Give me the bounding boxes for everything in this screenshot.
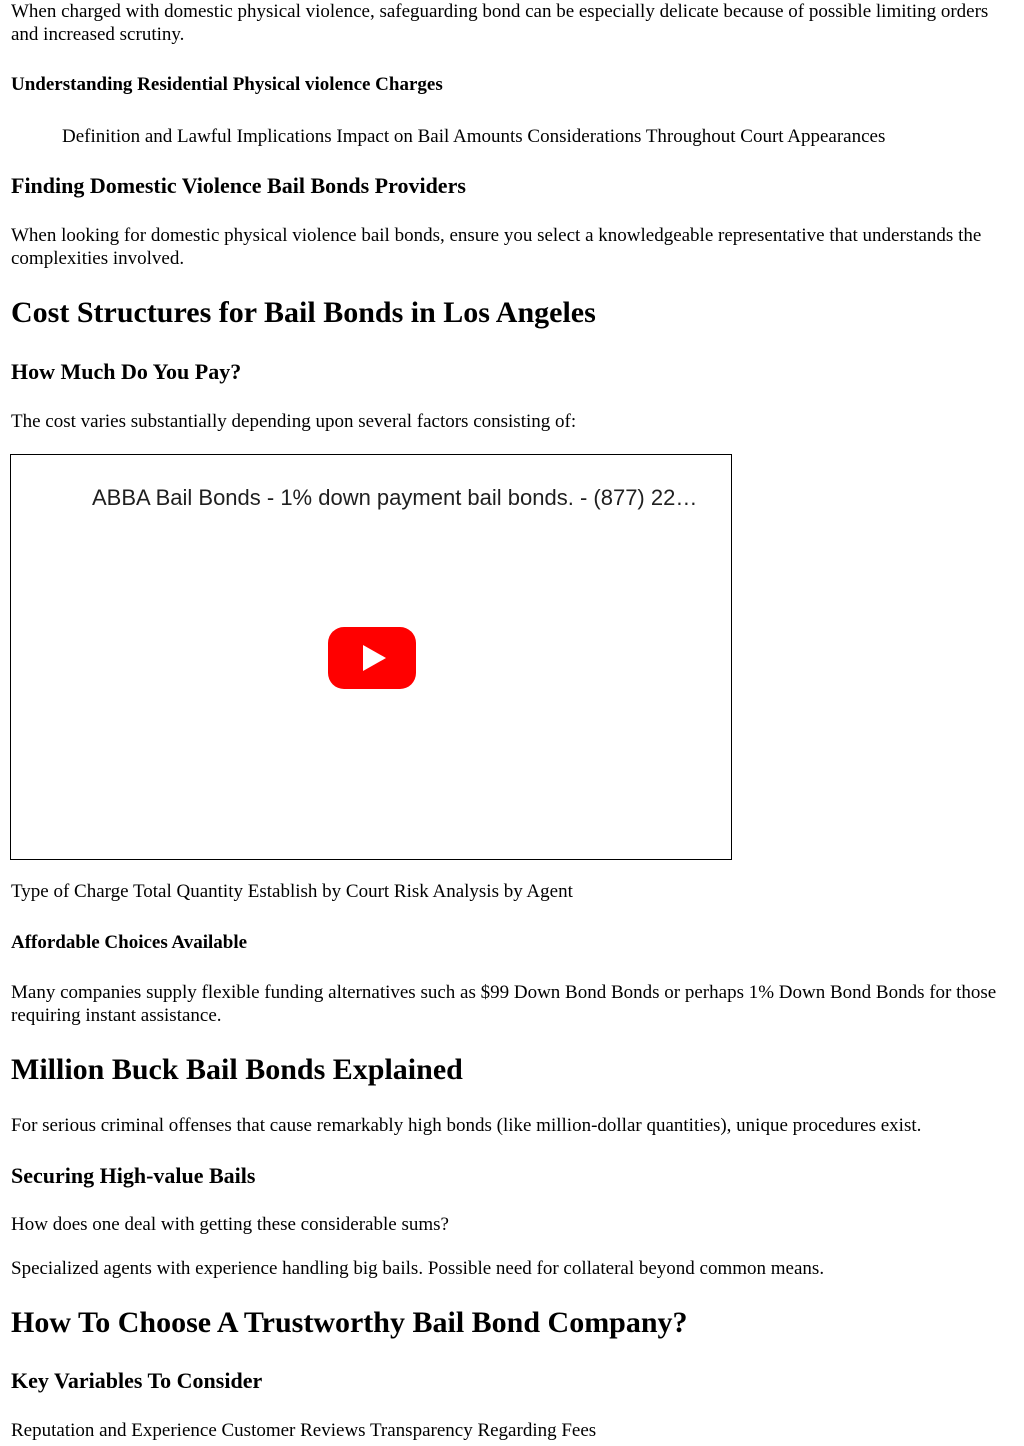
heading-finding-providers: Finding Domestic Violence Bail Bonds Providers — [11, 173, 466, 198]
heading-cost-structures: Cost Structures for Bail Bonds in Los Angeles — [11, 296, 596, 329]
heading-key-variables: Key Variables To Consider — [11, 1368, 263, 1393]
securing-paragraph-1: How does one deal with getting these considerable sums? — [11, 1214, 449, 1235]
heading-securing-bails: Securing High-value Bails — [11, 1163, 256, 1188]
heading-how-much: How Much Do You Pay? — [11, 359, 242, 384]
securing-paragraph-2: Specialized agents with experience handling big bails. Possible need for collateral beyond common means. — [11, 1258, 825, 1279]
intro-paragraph: When charged with domestic physical violence, safeguarding bond can be especially delicate because of possible limiting orders and increased scrutiny. — [11, 1, 989, 45]
cost-paragraph: The cost varies substantially depending upon several factors consisting of: — [11, 411, 577, 432]
heading-affordable-choices: Affordable Choices Available — [11, 932, 248, 953]
understanding-list: Definition and Lawful Implications Impact on Bail Amounts Considerations Throughout Court Appearances — [62, 126, 886, 147]
million-paragraph: For serious criminal offenses that cause remarkably high bonds (like million-dollar quantities), unique procedures exist. — [11, 1115, 922, 1136]
affordable-paragraph: Many companies supply flexible funding alternatives such as $99 Down Bond Bonds or perhaps 1% Down Bond Bonds for those requiring instant assistance. — [11, 982, 997, 1026]
heading-million-buck: Million Buck Bail Bonds Explained — [11, 1053, 463, 1086]
key-variables-paragraph: Reputation and Experience Customer Reviews Transparency Regarding Fees — [11, 1420, 597, 1441]
video-embed[interactable] — [10, 454, 732, 860]
finding-paragraph: When looking for domestic physical violence bail bonds, ensure you select a knowledgeable representative that understands the complexities involved. — [11, 225, 982, 269]
video-title[interactable]: ABBA Bail Bonds - 1% down payment bail bonds. - (877) 22… — [92, 485, 698, 510]
youtube-play-icon[interactable] — [328, 627, 416, 689]
youtube-play-button[interactable] — [328, 627, 416, 689]
heading-understanding-charges: Understanding Residential Physical violence Charges — [11, 74, 443, 95]
heading-choose-company: How To Choose A Trustworthy Bail Bond Company? — [11, 1306, 688, 1339]
charge-types-paragraph: Type of Charge Total Quantity Establish by Court Risk Analysis by Agent — [11, 881, 573, 902]
